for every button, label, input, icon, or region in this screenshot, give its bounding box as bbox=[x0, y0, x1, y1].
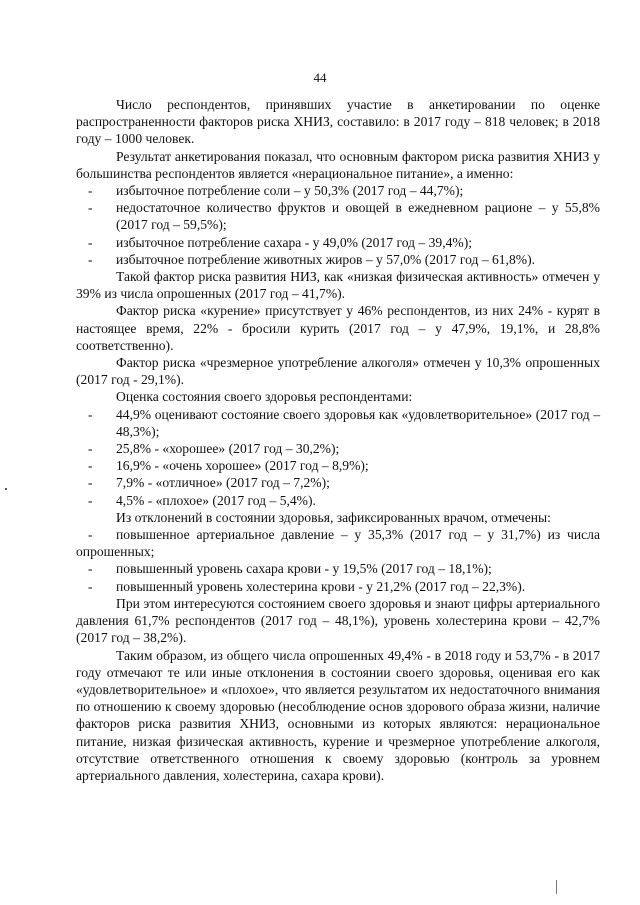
list-item-text: избыточное потребление соли – у 50,3% (2017 год – 44,7%); bbox=[116, 183, 464, 199]
list-item-text: 7,9% - «отличное» (2017 год – 7,2%); bbox=[116, 475, 330, 491]
dash-bullet-icon: - bbox=[88, 441, 93, 457]
list-item bbox=[76, 474, 600, 491]
list-item bbox=[76, 440, 600, 457]
list-item bbox=[76, 251, 600, 268]
dash-bullet-icon: - bbox=[88, 561, 93, 577]
list-item-text: избыточное потребление сахара - у 49,0% (2017 год – 39,4%); bbox=[116, 234, 473, 250]
list-item bbox=[76, 526, 600, 560]
paragraph: Такой фактор риска развития НИЗ, как «низкая физическая активность» отмечен у 39% из числа опрошенных (2017 год – 41,7%). bbox=[76, 269, 600, 302]
page-number: 44 bbox=[313, 70, 327, 85]
list-item bbox=[76, 492, 600, 509]
dash-bullet-icon: - bbox=[88, 406, 93, 422]
paragraph: При этом интересуются состоянием своего здоровья и знают цифры артериального давления 61,7% респондентов (2017 год – 48,1%), уровень холестерина крови – 42,7% (2017 год – 38,2%). bbox=[76, 595, 600, 646]
list-item-text: повышенное артериальное давление – у 35,3% (2017 год – у 31,7%) из числа опрошенных; bbox=[76, 527, 600, 560]
scan-artifact bbox=[556, 880, 557, 894]
paragraph: Результат анкетирования показал, что основным фактором риска развития ХНИЗ у большинства респондентов является «нерациональное питание», а именно: bbox=[76, 148, 600, 181]
list-item bbox=[76, 457, 600, 474]
list-item-text: 16,9% - «очень хорошее» (2017 год – 8,9%); bbox=[116, 458, 369, 474]
list-item bbox=[76, 234, 600, 251]
paragraph: Фактор риска «курение» присутствует у 46% респондентов, из них 24% - курят в настоящее время, 22% - бросили курить (2017 год – у 47,9%, 19,1%, и 28,8% соответственно). bbox=[76, 303, 600, 353]
list-item-text: 44,9% оценивают состояние своего здоровья как «удовлетворительное» (2017 год – 48,3%); bbox=[116, 406, 600, 439]
list-item-text: недостаточное количество фруктов и овощей в ежедневном рационе – у 55,8% (2017 год – 59,5%); bbox=[116, 200, 600, 233]
paragraph: Таким образом, из общего числа опрошенных 49,4% - в 2018 году и 53,7% - в 2017 году отмечают те или иные отклонения в состоянии своего здоровья, оценивая его как «удовлетворительное» и «плохое», что является результатом их недостаточного внимания по отношению к своему здоровью (несоблюдение основ здорового образа жизни, наличие факторов риска развития ХНИЗ, основными из которых являются: нерациональное питание, низкая физическая активность, курение и чрезмерное употребление алкоголя, отсутствие ответственного отношения к своему здоровью (контроль за уровнем артериального давления, холестерина, сахара крови). bbox=[76, 647, 600, 783]
list-item bbox=[76, 199, 600, 233]
list-item bbox=[76, 182, 600, 199]
list-item bbox=[76, 560, 600, 577]
list-item-text: избыточное потребление животных жиров – у 57,0% (2017 год – 61,8%). bbox=[116, 251, 536, 267]
paragraph: Из отклонений в состоянии здоровья, зафиксированных врачом, отмечены: bbox=[116, 509, 551, 525]
paragraph: Число респондентов, принявших участие в анкетировании по оценке распространенности факторов риска ХНИЗ, составило: в 2017 году – 818 человек; в 2018 году – 1000 человек. bbox=[76, 97, 600, 147]
list-item-text: повышенный уровень сахара крови - у 19,5% (2017 год – 18,1%); bbox=[116, 561, 492, 577]
list-item-text: 4,5% - «плохое» (2017 год – 5,4%). bbox=[116, 492, 316, 508]
dash-bullet-icon: - bbox=[88, 183, 93, 199]
dash-bullet-icon: - bbox=[88, 458, 93, 474]
scan-artifact bbox=[5, 488, 7, 490]
page-content bbox=[76, 96, 600, 784]
dash-bullet-icon: - bbox=[88, 200, 93, 216]
dash-bullet-icon: - bbox=[88, 527, 93, 543]
dash-bullet-icon: - bbox=[88, 251, 93, 267]
list-item bbox=[76, 406, 600, 440]
list-item bbox=[76, 578, 600, 595]
list-item-text: 25,8% - «хорошее» (2017 год – 30,2%); bbox=[116, 441, 340, 457]
paragraph: Оценка состояния своего здоровья респондентами: bbox=[116, 389, 413, 405]
dash-bullet-icon: - bbox=[88, 578, 93, 594]
dash-bullet-icon: - bbox=[88, 234, 93, 250]
list-item-text: повышенный уровень холестерина крови - у 21,2% (2017 год – 22,3%). bbox=[116, 578, 526, 594]
paragraph: Фактор риска «чрезмерное употребление алкоголя» отмечен у 10,3% опрошенных (2017 год - 29,1%). bbox=[76, 355, 600, 388]
dash-bullet-icon: - bbox=[88, 492, 93, 508]
dash-bullet-icon: - bbox=[88, 475, 93, 491]
